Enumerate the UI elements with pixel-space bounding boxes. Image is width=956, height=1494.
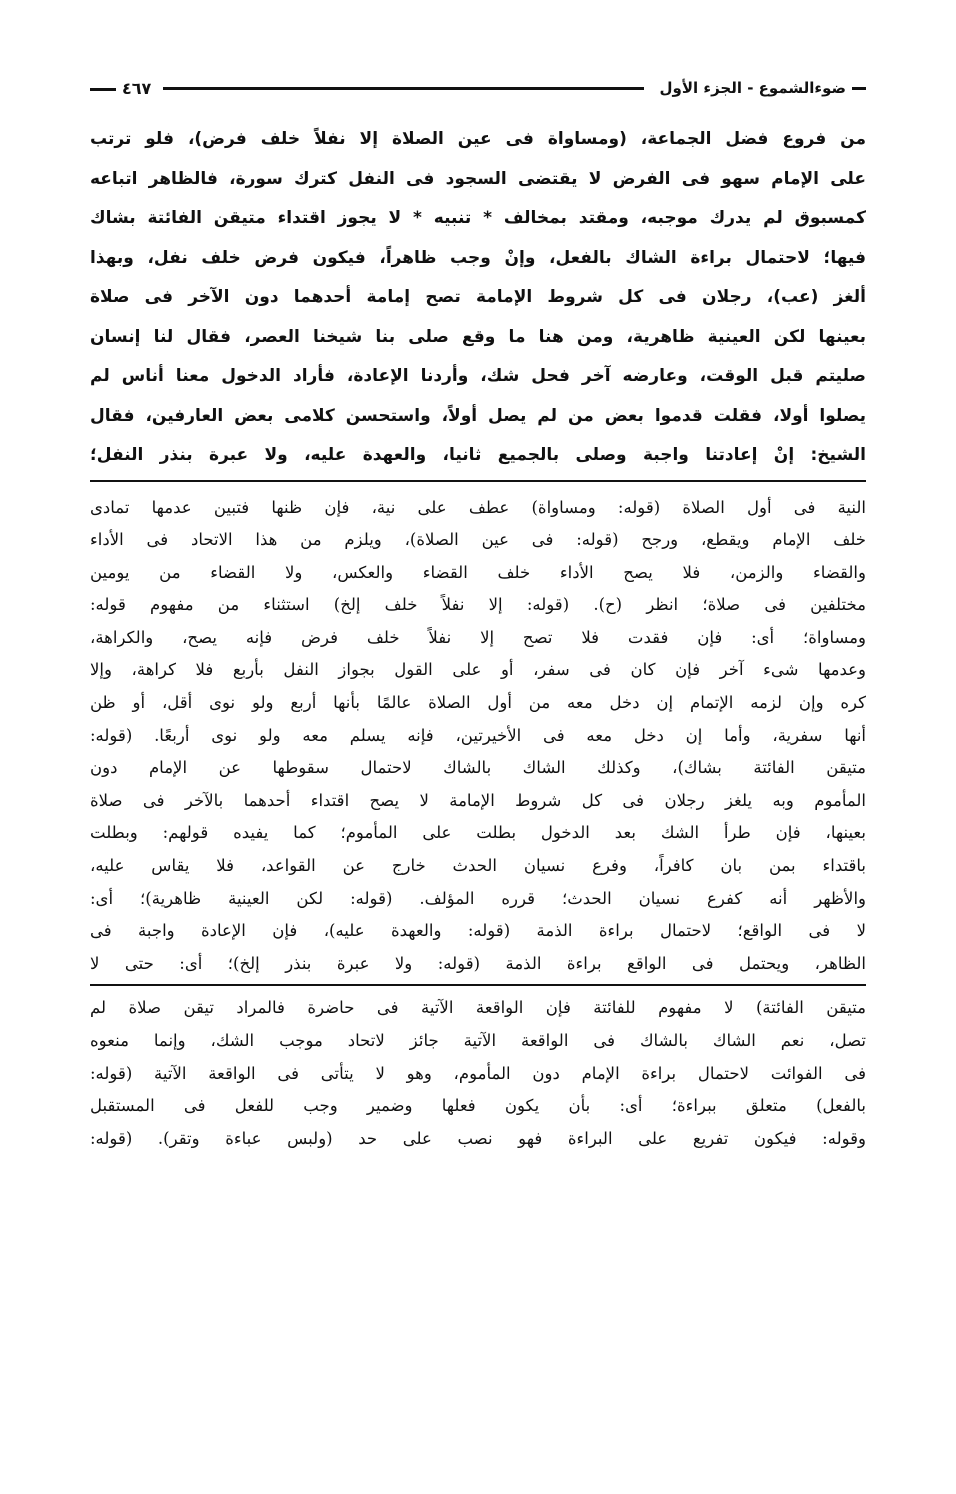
commentary-line: مختلفين فى صلاة؛ انظر (ح). (قوله: إلا نفلاً خلف إلخ) استثناء من مفهوم قوله: (90, 595, 866, 615)
commentary-line: ومساواة؛ أى: فإن فقدت فلا تصح إلا نفلاً خلف فرض فإنه يصح، والكراهة، (90, 627, 866, 647)
commentary-line: لا فى الواقع؛ لاحتمال براءة الذمة (قوله: والعهدة عليه)، فإن الإعادة واجبة فى (90, 921, 866, 941)
main-line: يصلوا أولا، فقلت قدموا بعض من لم يصل أولاً، واستحسن كلامى بعض العارفين، فقال (90, 405, 866, 426)
commentary-line: الظاهر، ويحتمل فى الواقع براءة الذمة (قوله: ولا عبرة بنذر إلخ)؛ أى: حتى لا (90, 953, 866, 973)
header-dash-end (90, 88, 116, 91)
running-header (90, 70, 866, 106)
commentary-line: خلف الإمام ويقطع، ورجح (قوله: فى عين الصلاة)، ويلزم من هذا الاتحاد فى الأداء (90, 530, 866, 550)
commentary-line: متيقن الفائتة بشاك)، وكذلك الشاك بالشاك لاحتمال سقوطها عن الإمام دون (90, 758, 866, 778)
commentary-section-2 (90, 992, 866, 1155)
commentary-section-1 (90, 492, 866, 981)
commentary-line: أنها سفرية، وأما إن دخل معه فى الأخيرتين، فإنه يسلم معه ولو نوى أربعًا. (قوله: (90, 725, 866, 745)
main-line: الشيخ: إنْ إعادتنا واجبة وصلى بالجميع ثانيا، والعهدة عليه، ولا عبرة بنذر النفل؛ (90, 445, 866, 465)
separator-rule (90, 480, 866, 482)
main-line: بعينها لكن العينية ظاهرية، ومن هنا ما وقع صلى بنا شيخنا العصر، فقال لنا إنسان (90, 326, 866, 347)
main-line: صليتم قبل الوقت، وعارضه آخر فحل شك، وأردنا الإعادة، فأراد الدخول معنا أناس لم (90, 366, 866, 386)
main-line: من فروع فضل الجماعة، (ومساواة فى عين الصلاة إلا نفلاً خلف فرض)، فلو ترتب (90, 129, 866, 149)
header-rule (163, 87, 643, 90)
commentary-line: النية فى أول الصلاة (قوله: ومساواة) عطف على نية، فإن ظنها فتبين عدمها تمادى (90, 497, 866, 517)
commentary-line: وعدمها شىء آخر فإن كان فى سفر، أو على القول بجواز النفل بأربع فلا كراهة، وإلا (90, 660, 866, 680)
commentary-line: وقوله: فيكون تفريع على البراءة فهو نصب على حد (ولبس عباءة وتقر). (قوله: (90, 1128, 866, 1148)
commentary-line: فى الفوائت لاحتمال براءة الإمام دون المأموم، وهو لا يتأتى فى الواقعة الآتية (قوله: (90, 1063, 866, 1083)
page (90, 70, 866, 1454)
commentary-line: متيقن الفائتة) لا مفهوم للفائتة فإن الواقعة الآتية فى حاضرة فالمراد تيقن صلاة لم (90, 998, 866, 1018)
header-title-text: ضوءالشموع - الجزء الأول (659, 79, 846, 97)
commentary-line: المأموم وبه يلغز رجلان فى كل شروط الإمامة لا يصح اقتداء أحدهما بالآخر فى صلاة (90, 790, 866, 810)
commentary-line: تصل، نعم الشاك بالشاك فى الواقعة الآتية جائز لاتحاد موجب الشك، وإنما منعوه (90, 1031, 866, 1050)
commentary-line: بالفعل) متعلق ببراءة؛ أى: بأن يكون فعلها وضمير وجب للفعل فى المستقبل (90, 1096, 866, 1116)
main-text (90, 120, 866, 476)
commentary-line: باقتداء بمن بان كافراً، وفرع نسيان الحدث خارج عن القواعد، فلا يقاس عليه، (90, 856, 866, 876)
header-title (650, 79, 866, 97)
header-dash (852, 87, 866, 90)
separator-rule-2 (90, 984, 866, 986)
main-line: ألغز (عب)، رجلان فى كل شروط الإمامة تصح إمامة أحدهما دون الآخر فى صلاة (90, 287, 866, 307)
page-number-text: ٤٦٧ (122, 78, 152, 98)
commentary-line: والأظهر أنه كفرع نسيان الحدث؛ قرره المؤلف. (قوله: لكن العينية ظاهرية)؛ أى: (90, 888, 866, 908)
commentary-line: بعينها، فإن طرأ الشك بعد الدخول بطلت على المأموم؛ كما يفيده قولهم: وبطلت (90, 823, 866, 843)
commentary-line: والقضاء والزمن، فلا يصح الأداء خلف القضاء والعكس، ولا القضاء من يومين (90, 562, 866, 582)
page-number (90, 79, 157, 98)
main-line: على الإمام سهو فى الفرض لا يقتضى السجود فى النفل كترك سورة، فالظاهر اتباعه (90, 168, 866, 189)
main-line: فيها؛ لاحتمال براءة الشاك بالفعل، وإنْ وجب ظاهراً، فيكون فرض خلف نفل، وبهذا (90, 247, 866, 268)
main-line: كمسبوق لم يدرك موجبه، ومقتد بمخالف * تنبيه * لا يجوز اقتداء متيقن الفائتة بشاك (90, 208, 866, 228)
commentary-line: كره وإن لزمه الإتمام إن دخل معه من أول الصلاة عالمًا بأنها أربع ولو نوى أقل، أو ظن (90, 693, 866, 713)
